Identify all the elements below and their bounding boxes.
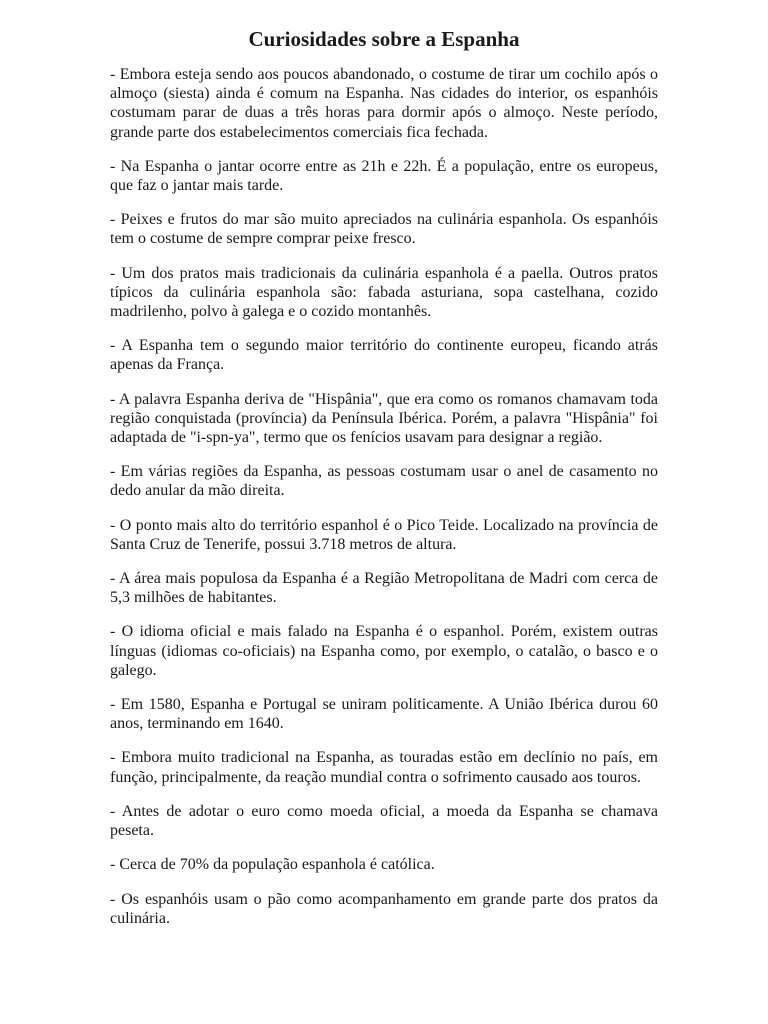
paragraph-bread: - Os espanhóis usam o pão como acompanhamento em grande parte dos pratos da culinária. [110, 890, 658, 927]
paragraph-territory: - A Espanha tem o segundo maior território do continente europeu, ficando atrás apenas da França. [110, 337, 658, 374]
page-title: Curiosidades sobre a Espanha [248, 27, 520, 51]
paragraph-catholic: - Cerca de 70% da população espanhola é católica. [110, 856, 435, 874]
paragraph-name-origin: - A palavra Espanha deriva de "Hispânia", que era como os romanos chamavam toda região conquistada (província) da Península Ibérica. Porém, a palavra "Hispânia" foi adaptada de "i-spn-ya", termo que os fenícios usavam para designar a região. [110, 390, 658, 447]
paragraph-wedding-ring: - Em várias regiões da Espanha, as pessoas costumam usar o anel de casamento no dedo anular da mão direita. [110, 463, 658, 500]
paragraph-iberian-union: - Em 1580, Espanha e Portugal se uniram politicamente. A União Ibérica durou 60 anos, terminando em 1640. [110, 696, 658, 733]
document-page [110, 26, 658, 943]
paragraph-peseta: - Antes de adotar o euro como moeda oficial, a moeda da Espanha se chamava peseta. [110, 802, 658, 840]
paragraph-seafood: - Peixes e frutos do mar são muito apreciados na culinária espanhola. Os espanhóis tem o costume de sempre comprar peixe fresco. [110, 211, 658, 248]
paragraph-siesta: - Embora esteja sendo aos poucos abandonado, o costume de tirar um cochilo após o almoço (siesta) ainda é comum na Espanha. Nas cidades do interior, os espanhóis costumam parar de duas a três horas para dormir após o almoço. Neste período, grande parte dos estabelecimentos comerciais fica fechada. [110, 66, 658, 141]
paragraph-pico-teide: - O ponto mais alto do território espanhol é o Pico Teide. Localizado na província de Santa Cruz de Tenerife, possui 3.718 metros de altura. [110, 516, 658, 553]
paragraph-madrid: - A área mais populosa da Espanha é a Região Metropolitana de Madri com cerca de 5,3 milhões de habitantes. [110, 570, 658, 607]
paragraph-dishes: - Um dos pratos mais tradicionais da culinária espanhola é a paella. Outros pratos típicos da culinária espanhola são: fabada asturiana, sopa castelhana, cozido madrilenho, polvo à galega e o cozido montanhês. [110, 264, 658, 321]
paragraph-dinner: - Na Espanha o jantar ocorre entre as 21h e 22h. É a população, entre os europeus, que faz o jantar mais tarde. [110, 157, 658, 195]
paragraph-bullfights: - Embora muito tradicional na Espanha, as touradas estão em declínio no país, em função, principalmente, da reação mundial contra o sofrimento causado aos touros. [110, 749, 658, 786]
paragraph-language: - O idioma oficial e mais falado na Espanha é o espanhol. Porém, existem outras línguas (idiomas co-oficiais) na Espanha como, por exemplo, o catalão, o basco e o galego. [110, 623, 658, 679]
